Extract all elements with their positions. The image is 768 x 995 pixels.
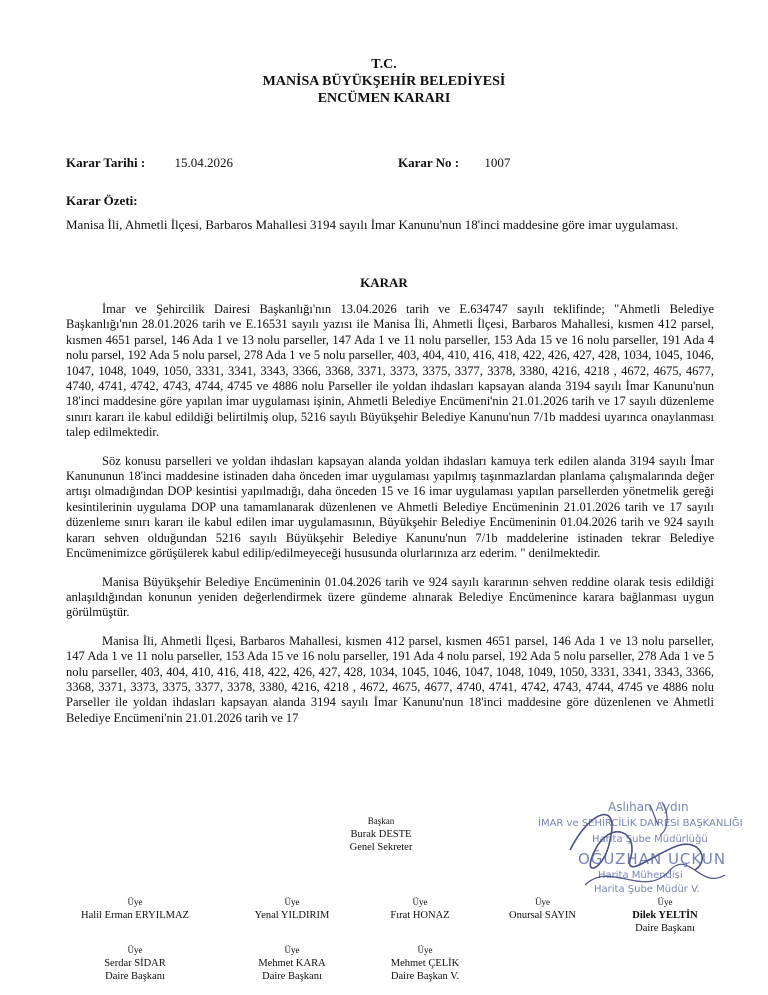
signature-title: Genel Sekreter	[349, 842, 413, 853]
stamp-line: Harita Mühendisi	[598, 870, 683, 881]
signature-name: Mehmet ÇELİK	[390, 958, 460, 969]
header-line-doc-type: ENCÜMEN KARARI	[317, 91, 451, 106]
signature-title: Daire Başkanı	[635, 923, 695, 934]
signature-member	[222, 896, 362, 922]
signature-name: Serdar SİDAR	[104, 958, 166, 969]
signature-role: Üye	[127, 897, 143, 907]
signature-role: Üye	[284, 897, 300, 907]
stamp-line: Harita Şube Müdürlüğü	[592, 834, 708, 845]
signature-name: Mehmet KARA	[258, 958, 326, 969]
summary-text: Manisa İli, Ahmetli İlçesi, Barbaros Mahallesi 3194 sayılı İmar Kanunu'nun 18'inci maddesine göre imar uygulaması.	[66, 217, 679, 232]
stamp-line: Harita Şube Müdür V.	[594, 884, 700, 895]
signature-name: Yenal YILDIRIM	[254, 910, 330, 921]
signature-member	[355, 896, 485, 922]
header-line-institution: MANİSA BÜYÜKŞEHİR BELEDİYESİ	[262, 74, 506, 89]
signature-role: Üye	[412, 897, 428, 907]
body-paragraph: Manisa İli, Ahmetli İlçesi, Barbaros Mahallesi, kısmen 412 parsel, kısmen 4651 parsel, 146 Ada 1 ve 13 nolu parseller, 147 Ada 1 ve 11 nolu parseller, 153 Ada 15 ve 16 nolu parseller, 191 Ada 4 nolu parsel, 192 Ada 5 nolu parseller, 278 Ada 1 ve 5 nolu parseller, 403, 404, 410, 416, 418, 422, 426, 427, 428, 1034, 1045, 1046, 1047, 1048, 1049, 1050, 3331, 3341, 3343, 3366, 3368, 3371, 3373, 3375, 3377, 3378, 3380, 4216, 4218 , 4672, 4675, 4677, 4740, 4741, 4742, 4743, 4744, 4745 ve 4886 nolu Parseller ile yoldan ihdasları kapsayan alanda 3194 sayılı İmar Kanunu'nun 18'inci maddesine göre düzenlenen ve Ahmetli Belediye Encümeni'nin 21.01.2026 tarih ve 17	[66, 633, 714, 725]
signature-member	[232, 944, 352, 983]
signature-name: Onursal SAYIN	[509, 910, 576, 921]
signature-title: Daire Başkanı	[105, 971, 165, 982]
decision-date-label: Karar Tarihi :	[66, 155, 146, 170]
signature-name: Burak DESTE	[350, 829, 412, 840]
signature-member	[365, 944, 485, 983]
body-paragraph: İmar ve Şehircilik Dairesi Başkanlığı'nın 13.04.2026 tarih ve E.634747 sayılı teklifinde; "Ahmetli Belediye Başkanlığı'nın 28.01.2026 tarih ve E.16531 sayılı yazısı ile Manisa İli, Ahmetli İlçesi, Barbaros Mahallesi, kısmen 412 parsel, kısmen 4651 parsel, 146 Ada 1 ve 13 nolu parseller, 147 Ada 1 ve 11 nolu parseller, 153 Ada 15 ve 16 nolu parseller, 191 Ada 4 nolu parsel, 192 Ada 5 nolu parsel, 278 Ada 1 ve 5 nolu parseller, 403, 404, 410, 416, 418, 422, 426, 427, 428, 1034, 1045, 1046, 1047, 1048, 1049, 1050, 3331, 3341, 3343, 3366, 3368, 3371, 3373, 3375, 3377, 3378, 3380, 4216, 4218 , 4672, 4675, 4677, 4740, 4741, 4742, 4743, 4744, 4745 ve 4886 nolu Parseller ile yoldan ihdasları kapsayan alanda 3194 sayılı İmar Kanunu'nun 18'inci maddesine göre yapılan imar uygulaması işinin, Ahmetli Belediye Encümeni'nin 21.01.2026 tarih ve 17 sayılı düzenleme sınırı kararı ile kabul edildiği belirtilmiş olup, 5216 sayılı Büyükşehir Belediye Kanunu'nun 7/1b maddesi uyarınca onaylanması talep edilmektedir.	[66, 302, 714, 440]
signature-role: Üye	[535, 897, 550, 907]
signature-name: Halil Erman ERYILMAZ	[81, 910, 189, 921]
decision-date-value: 15.04.2026	[174, 155, 233, 170]
summary-label: Karar Özeti:	[66, 193, 138, 208]
document-header	[0, 56, 768, 107]
signature-chair	[316, 815, 446, 854]
signature-name: Dilek YELTİN	[632, 910, 698, 921]
decision-body	[66, 302, 714, 739]
header-line-tc: T.C.	[371, 57, 397, 72]
signature-role: Üye	[417, 945, 433, 955]
signature-role: Üye	[284, 945, 300, 955]
decision-number-label: Karar No :	[398, 155, 460, 170]
signature-name: Fırat HONAZ	[390, 910, 450, 921]
signature-member	[75, 944, 195, 983]
decision-number	[398, 155, 510, 171]
stamp-line: OĞUZHAN UÇKUN	[578, 850, 727, 868]
decision-title: KARAR	[360, 275, 408, 290]
signature-member	[60, 896, 210, 922]
decision-date	[66, 155, 233, 171]
signature-role: Başkan	[367, 816, 395, 826]
body-paragraph: Söz konusu parselleri ve yoldan ihdasları kapsayan alanda yoldan ihdasları kamuya terk edilen alanda 3194 sayılı İmar Kanununun 18'inci maddesine istinaden daha önceden imar uygulaması yapılmış taşınmazlardan planlama çalışmalarında değer artışı olmadığından DOP kesintisi yapılmadığı, daha önceden 15 ve 16 imar uygulaması yapılan parsellerden yönetmelik gereği kesintilerinin uygulama DOP una tamamlanarak düzenlenen ve Ahmetli Belediye Encümeninin 21.01.2026 tarih ve 17 sayılı düzenleme sınırı kararı ile kabul edilen imar uygulamasının, Büyükşehir Belediye Encümeninin 01.04.2026 tarih ve 924 sayılı kararı sehven olduğundan 5216 sayılı Büyükşehir Belediye Kanunu'nun 7/1b maddelerine istinaden tekrar Belediye Encümenimizce görüşülerek kabul edilip/edilmeyeceği hususunda olurlarınıza arz ederim. " denilmektedir.	[66, 453, 714, 561]
signature-title: Daire Başkanı	[262, 971, 322, 982]
signature-title: Daire Başkan V.	[390, 971, 460, 982]
decision-number-value: 1007	[484, 155, 511, 170]
body-paragraph: Manisa Büyükşehir Belediye Encümeninin 01.04.2026 tarih ve 924 sayılı kararının sehven reddine olarak tesis edildiği anlaşıldığından konunun yeniden değerlendirmek üzere gündeme alınarak Belediye Encümenince karara bağlanması uygun görülmüştür.	[66, 574, 714, 620]
signature-role: Üye	[127, 945, 143, 955]
stamp-line: Aslıhan Aydın	[608, 800, 689, 814]
signature-role: Üye	[657, 897, 673, 907]
stamp-line: İMAR ve ŞEHİRCİLİK DAİRESİ BAŞKANLIĞI	[538, 818, 743, 829]
